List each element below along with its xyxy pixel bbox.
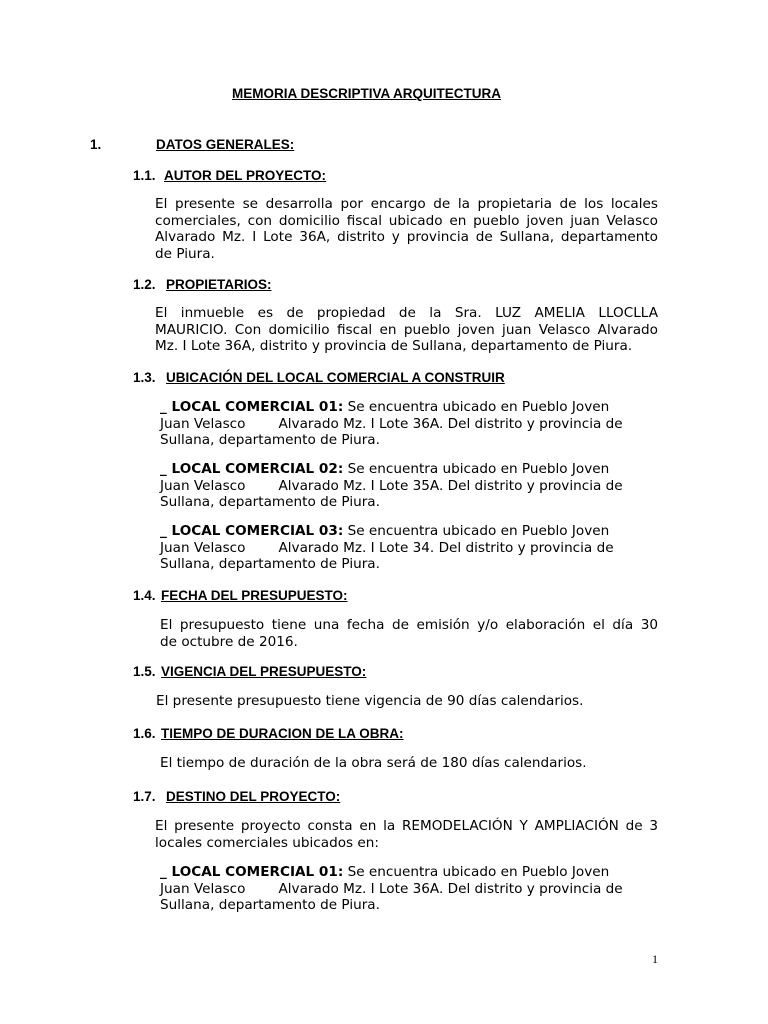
page-number: 1 [652,952,658,966]
local-text: Alvarado Mz. I Lote 34. Del distrito y provincia de [278,539,614,556]
local-text: Juan Velasco [160,415,246,432]
paragraph-line: El presente proyecto consta en la REMODELACIÓN Y AMPLIACIÓN de 3 [155,818,658,834]
local-text: Se encuentra ubicado en Pueblo Joven [343,399,610,415]
paragraph-line: El presupuesto tiene una fecha de emisión y/o elaboración el día 30 [160,617,658,633]
local-comercial-01-block [160,399,623,449]
section-1-7-number: 1.7. [133,789,156,804]
local-comercial-03-block [160,523,614,573]
destino-local-comercial-01-block [160,864,623,914]
section-1-3-heading: UBICACIÓN DEL LOCAL COMERCIAL A CONSTRUIR [166,370,505,385]
paragraph-line: de octubre de 2016. [160,633,298,650]
local-text: Juan Velasco [160,477,246,494]
local-text: Alvarado Mz. I Lote 36A. Del distrito y provincia de [278,880,623,897]
paragraph-line: locales comerciales ubicados en: [155,834,379,851]
local-text: Alvarado Mz. I Lote 36A. Del distrito y provincia de [278,415,623,432]
local-label: _ LOCAL COMERCIAL 02: [160,461,344,477]
section-1-heading: DATOS GENERALES: [156,137,295,152]
section-1-5-heading: VIGENCIA DEL PRESUPUESTO: [161,664,367,679]
local-comercial-02-block [160,461,623,511]
paragraph-line: Alvarado Mz. I Lote 36A, distrito y provincia de Sullana, departamento [155,229,658,245]
section-1-2-number: 1.2. [133,277,156,292]
local-label: _ LOCAL COMERCIAL 03: [160,523,344,539]
paragraph-line: comerciales, con domicilio fiscal ubicado en pueblo joven juan Velasco [155,212,658,229]
section-1-6-text: El tiempo de duración de la obra será de 180 días calendarios. [160,755,587,771]
section-1-4-heading: FECHA DEL PRESUPUESTO: [161,588,348,603]
local-text: Se encuentra ubicado en Pueblo Joven [343,523,610,539]
section-1-4-paragraph [160,617,658,650]
section-1-4-number: 1.4. [133,588,156,603]
local-text: Se encuentra ubicado en Pueblo Joven [343,864,610,880]
section-1-7-heading: DESTINO DEL PROYECTO: [166,789,341,804]
local-text: Alvarado Mz. I Lote 35A. Del distrito y provincia de [278,477,623,494]
paragraph-line: El presente se desarrolla por encargo de la propietaria de los locales [155,196,658,212]
paragraph-line: Mz. I Lote 36A, distrito y provincia de Sullana, departamento de Piura. [155,338,633,354]
local-text: Juan Velasco [160,539,246,556]
local-text: Sullana, departamento de Piura. [160,432,380,448]
local-text: Sullana, departamento de Piura. [160,897,380,913]
document-title: MEMORIA DESCRIPTIVA ARQUITECTURA [232,86,501,101]
paragraph-line: El inmueble es de propiedad de la Sra. LUZ AMELIA LLOCLLA [155,305,658,321]
section-1-2-paragraph [155,305,658,355]
section-1-2-heading: PROPIETARIOS: [166,277,272,292]
section-1-1-paragraph [155,196,658,262]
section-1-5-number: 1.5. [133,664,156,679]
local-label: _ LOCAL COMERCIAL 01: [160,399,344,415]
section-1-1-number: 1.1. [133,168,156,183]
section-1-6-heading: TIEMPO DE DURACION DE LA OBRA: [161,726,404,741]
local-text: Sullana, departamento de Piura. [160,494,380,510]
section-1-number: 1. [90,137,102,152]
local-text: Juan Velasco [160,880,246,897]
section-1-7-paragraph [155,818,658,851]
local-label: _ LOCAL COMERCIAL 01: [160,864,344,880]
section-1-3-number: 1.3. [133,370,156,385]
local-text: Se encuentra ubicado en Pueblo Joven [343,461,610,477]
paragraph-line: de Piura. [155,245,215,262]
section-1-5-text: El presente presupuesto tiene vigencia de 90 días calendarios. [156,693,584,709]
section-1-6-number: 1.6. [133,726,156,741]
local-text: Sullana, departamento de Piura. [160,556,380,572]
paragraph-line: MAURICIO. Con domicilio fiscal en pueblo joven juan Velasco Alvarado [155,321,658,338]
section-1-1-heading: AUTOR DEL PROYECTO: [164,168,327,183]
